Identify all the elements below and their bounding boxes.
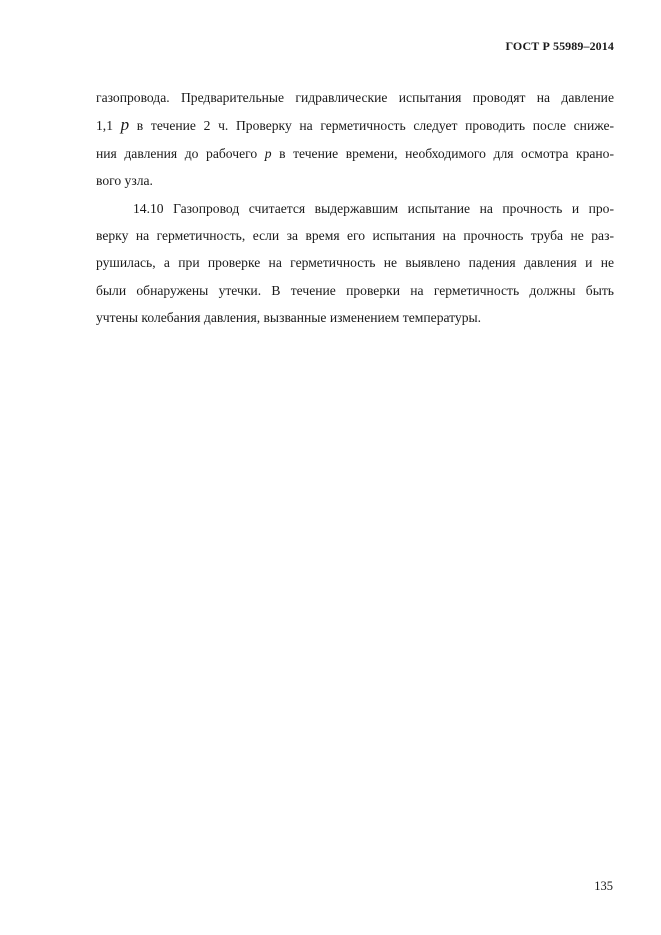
document-body xyxy=(96,84,614,332)
page-number: 135 xyxy=(594,879,613,893)
text-segment: в течение 2 ч. Проверку на герметичность следует проводить после сниже- xyxy=(129,118,615,134)
document-header-code: ГОСТ Р 55989–2014 xyxy=(505,39,614,53)
text-line: рушилась, а при проверке на герметичность не выявлено падения давления и не xyxy=(96,255,614,271)
text-line: были обнаружены утечки. В течение проверки на герметичность должны быть xyxy=(96,282,614,298)
pressure-variable: p xyxy=(264,145,272,161)
text-line xyxy=(96,111,614,139)
text-segment: 1,1 xyxy=(96,118,121,134)
text-line: 14.10 Газопровод считается выдержавшим испытание на прочность и про- xyxy=(133,200,614,216)
paragraph-14-10 xyxy=(96,195,614,332)
text-line: учтены колебания давления, вызванные изменением температуры. xyxy=(96,310,482,326)
text-line: вого узла. xyxy=(96,173,153,189)
pressure-variable: p xyxy=(120,115,130,135)
paragraph-continuation xyxy=(96,84,614,195)
text-line: верку на герметичность, если за время его испытания на прочность труба не раз- xyxy=(96,228,614,244)
text-line: газопровода. Предварительные гидравлические испытания проводят на давление xyxy=(96,90,614,105)
text-segment: в течение времени, необходимого для осмотра крано- xyxy=(271,145,614,161)
text-line xyxy=(96,140,614,167)
text-segment: ния давления до рабочего xyxy=(96,145,265,161)
